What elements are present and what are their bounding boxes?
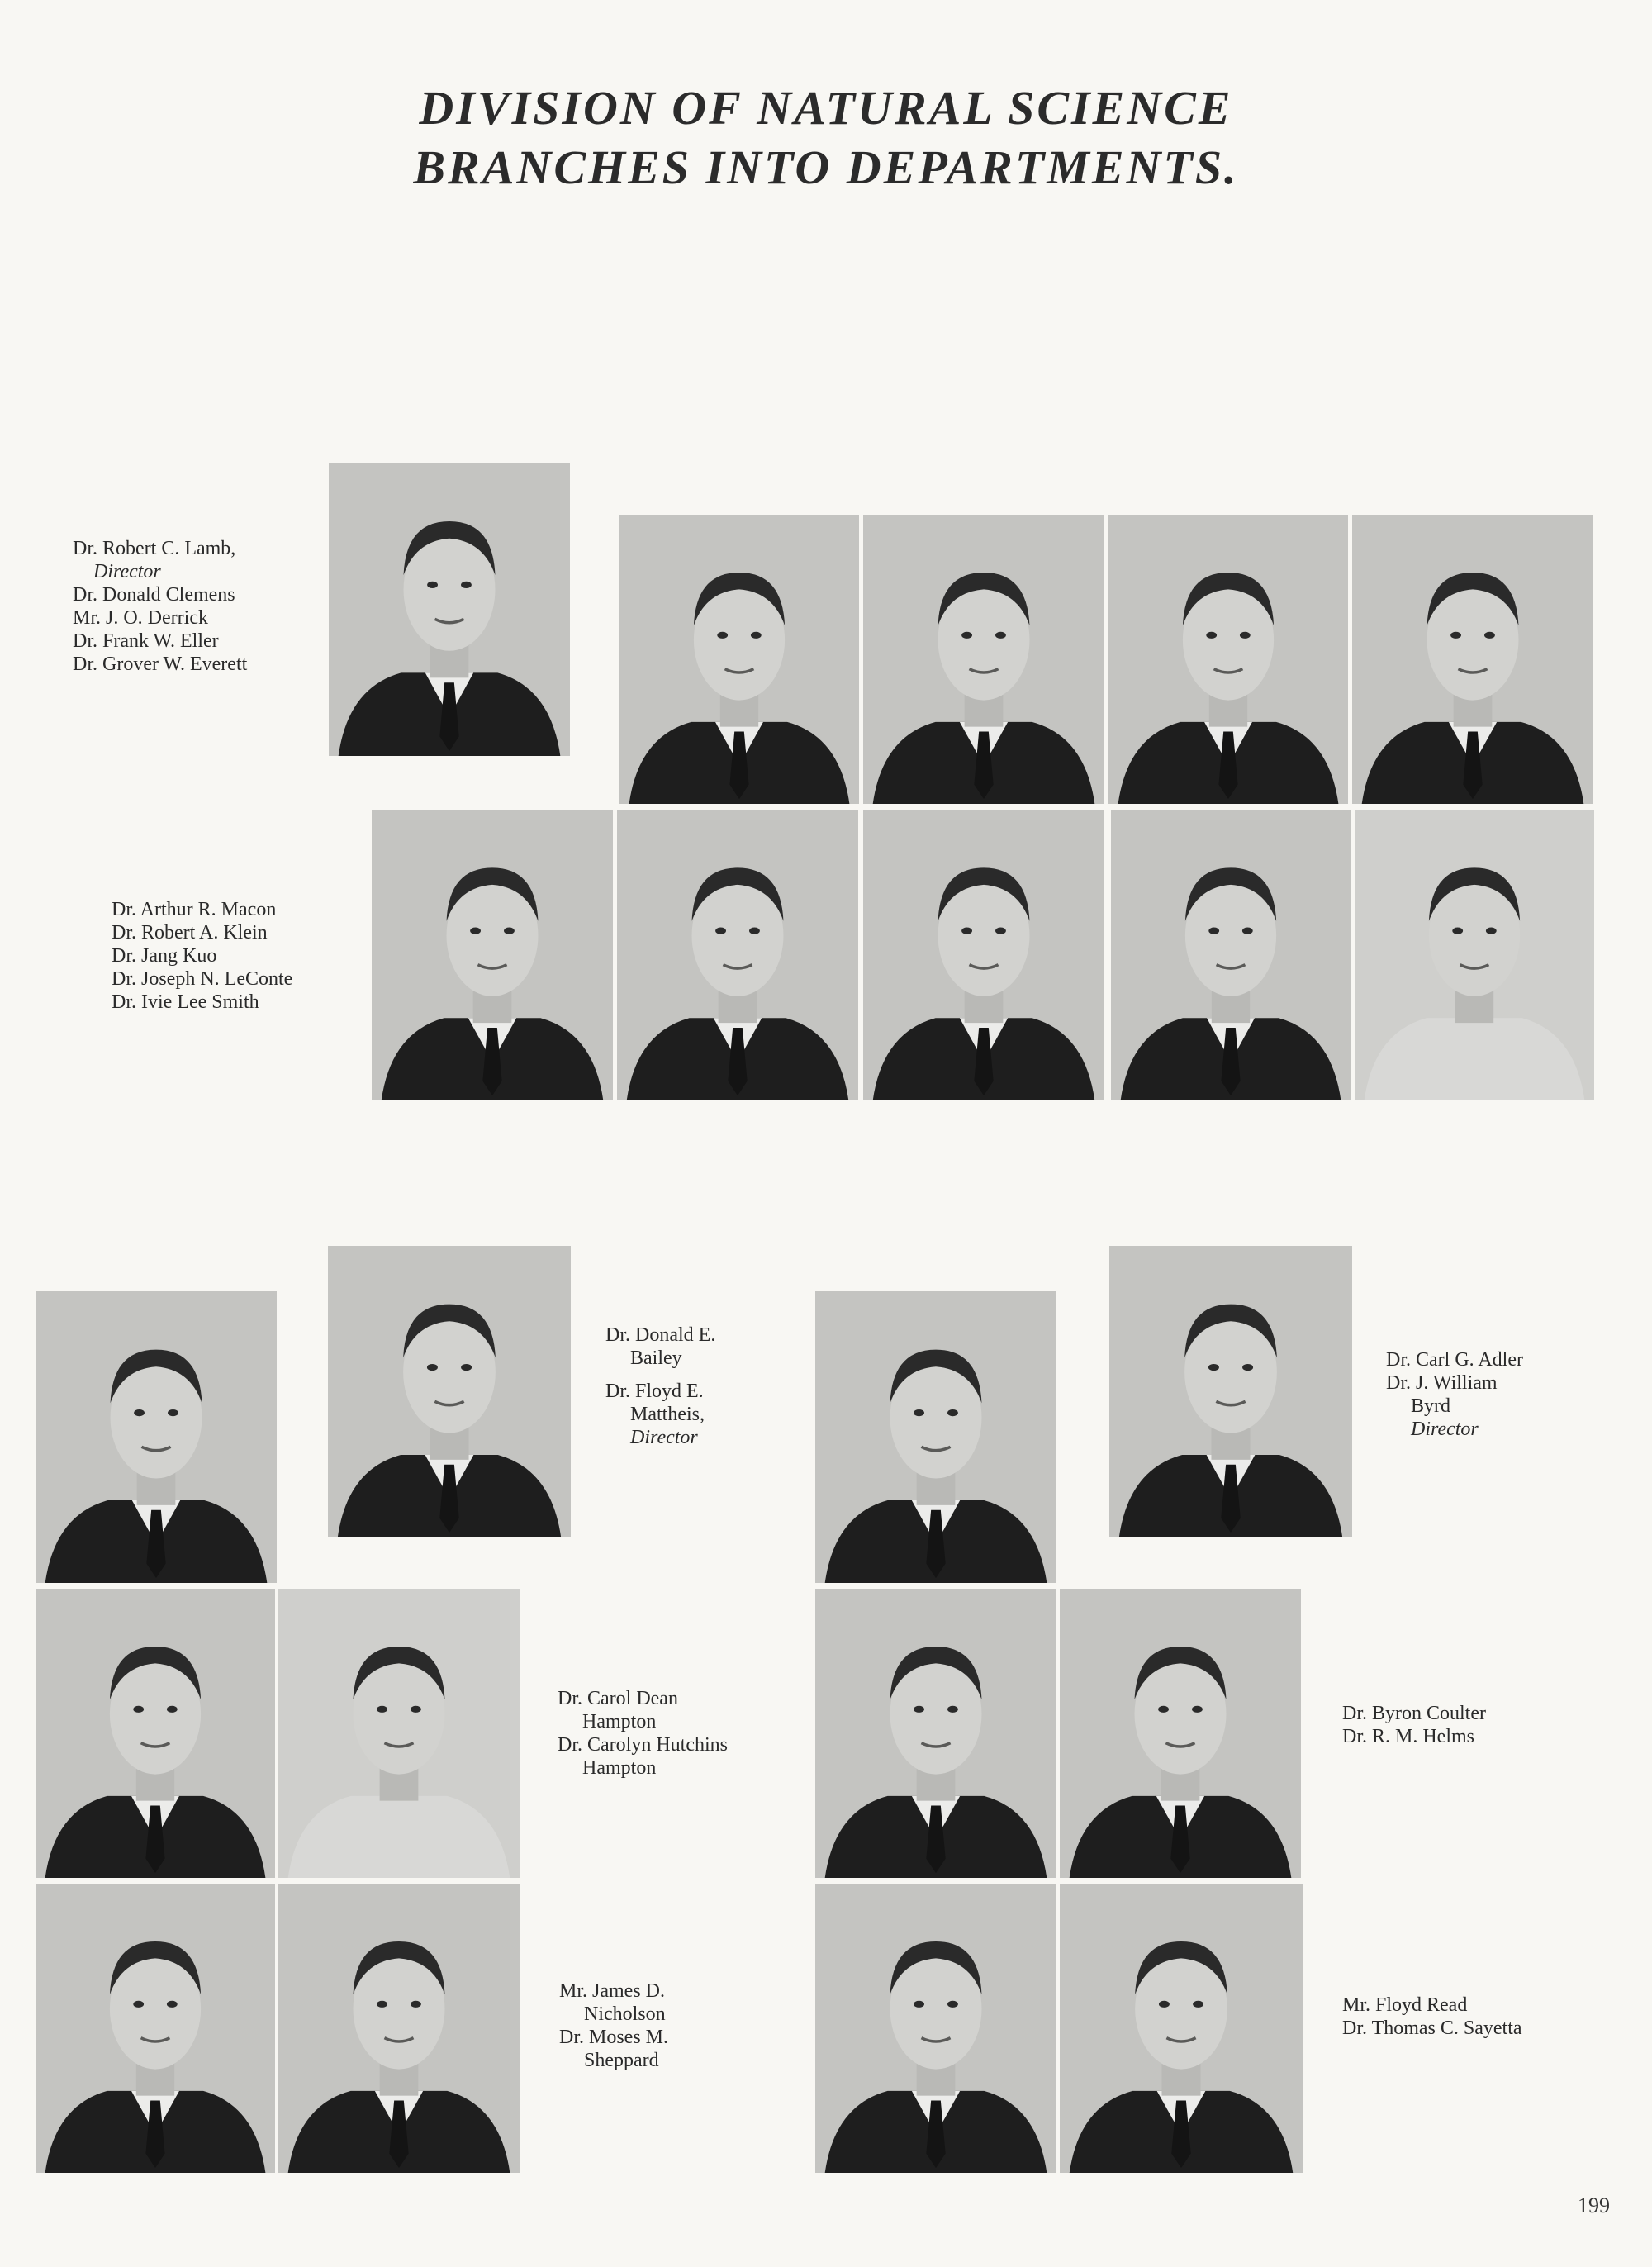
caption-group-5 [558,1687,728,1780]
caption-group-7 [559,1979,668,2072]
caption-line: Hampton [582,1757,657,1779]
portrait-silhouette-icon [36,1884,275,2173]
portrait-silhouette-icon [1108,515,1348,804]
title-line-2: BRANCHES INTO DEPARTMENTS. [413,140,1239,194]
caption-role: Director [630,1427,698,1448]
caption-line: Dr. Arthur R. Macon [112,899,277,920]
portrait-photo [278,1884,520,2173]
portrait-photo [1111,810,1351,1100]
portrait-silhouette-icon [1352,515,1593,804]
caption-line: Bailey [630,1347,682,1369]
page-number: 199 [1578,2193,1610,2217]
portrait-silhouette-icon [620,515,859,804]
portrait-photo [1355,810,1594,1100]
portrait-photo [863,810,1104,1100]
caption-line: Dr. Donald Clemens [73,584,235,606]
caption-line: Dr. Robert A. Klein [112,922,268,943]
portrait-silhouette-icon [815,1589,1056,1878]
caption-line: Dr. J. William [1386,1372,1498,1394]
caption-line: Dr. Floyd E. [605,1381,704,1402]
portrait-silhouette-icon [36,1291,277,1583]
caption-line: Mr. Floyd Read [1342,1994,1468,2016]
portrait-silhouette-icon [278,1884,520,2173]
portrait-silhouette-icon [1109,1246,1352,1537]
caption-line: Dr. Thomas C. Sayetta [1342,2017,1522,2039]
page-title [0,78,1652,197]
portrait-photo [36,1589,275,1878]
title-line-1: DIVISION OF NATURAL SCIENCE [419,81,1233,135]
portrait-silhouette-icon [815,1291,1056,1583]
portrait-photo [372,810,613,1100]
caption-role: Director [1411,1419,1479,1440]
portrait-photo [278,1589,520,1878]
portrait-photo [1060,1589,1301,1878]
portrait-photo [815,1291,1056,1583]
caption-line: Dr. Frank W. Eller [73,630,219,652]
portrait-photo [1352,515,1593,804]
caption-line: Dr. Ivie Lee Smith [112,991,259,1013]
portrait-photo [620,515,859,804]
portrait-silhouette-icon [815,1884,1056,2173]
caption-line: Dr. Jang Kuo [112,945,217,967]
portrait-photo [36,1884,275,2173]
caption-line: Dr. Grover W. Everett [73,653,248,675]
caption-group-3 [605,1324,715,1449]
caption-line: Dr. Carol Dean [558,1688,678,1709]
portrait-silhouette-icon [863,515,1104,804]
portrait-photo [815,1884,1056,2173]
caption-group-4 [1386,1348,1523,1441]
portrait-silhouette-icon [278,1589,520,1878]
portrait-silhouette-icon [36,1589,275,1878]
portrait-silhouette-icon [1060,1589,1301,1878]
caption-role: Director [93,561,161,582]
portrait-photo [1108,515,1348,804]
caption-line: Mr. James D. [559,1980,665,2002]
caption-line: Dr. Carl G. Adler [1386,1349,1523,1371]
caption-line: Dr. Joseph N. LeConte [112,968,293,990]
caption-line: Dr. Donald E. [605,1324,716,1346]
portrait-photo [1060,1884,1303,2173]
portrait-photo [1109,1246,1352,1537]
portrait-silhouette-icon [329,463,570,756]
portrait-photo [36,1291,277,1583]
caption-line: Dr. Carolyn Hutchins [558,1734,728,1756]
caption-line: Dr. R. M. Helms [1342,1726,1475,1747]
portrait-photo [815,1589,1056,1878]
portrait-photo [863,515,1104,804]
caption-line: Sheppard [584,2050,659,2071]
caption-line: Byrd [1411,1395,1450,1417]
caption-line: Mattheis, [630,1404,705,1425]
caption-group-6 [1342,1702,1486,1748]
portrait-silhouette-icon [863,810,1104,1100]
portrait-silhouette-icon [1111,810,1351,1100]
caption-line: Mr. J. O. Derrick [73,607,208,629]
caption-line: Dr. Robert C. Lamb, [73,538,236,559]
portrait-silhouette-icon [372,810,613,1100]
portrait-silhouette-icon [617,810,858,1100]
caption-line: Dr. Moses M. [559,2027,669,2048]
caption-group-2 [112,898,292,1014]
caption-group-8 [1342,1994,1522,2040]
caption-line: Hampton [582,1711,657,1732]
portrait-silhouette-icon [1060,1884,1303,2173]
portrait-silhouette-icon [328,1246,571,1537]
portrait-photo [329,463,570,756]
caption-line: Dr. Byron Coulter [1342,1703,1486,1724]
caption-line: Nicholson [584,2003,666,2025]
portrait-photo [328,1246,571,1537]
caption-group-1 [73,537,247,676]
portrait-photo [617,810,858,1100]
portrait-silhouette-icon [1355,810,1594,1100]
